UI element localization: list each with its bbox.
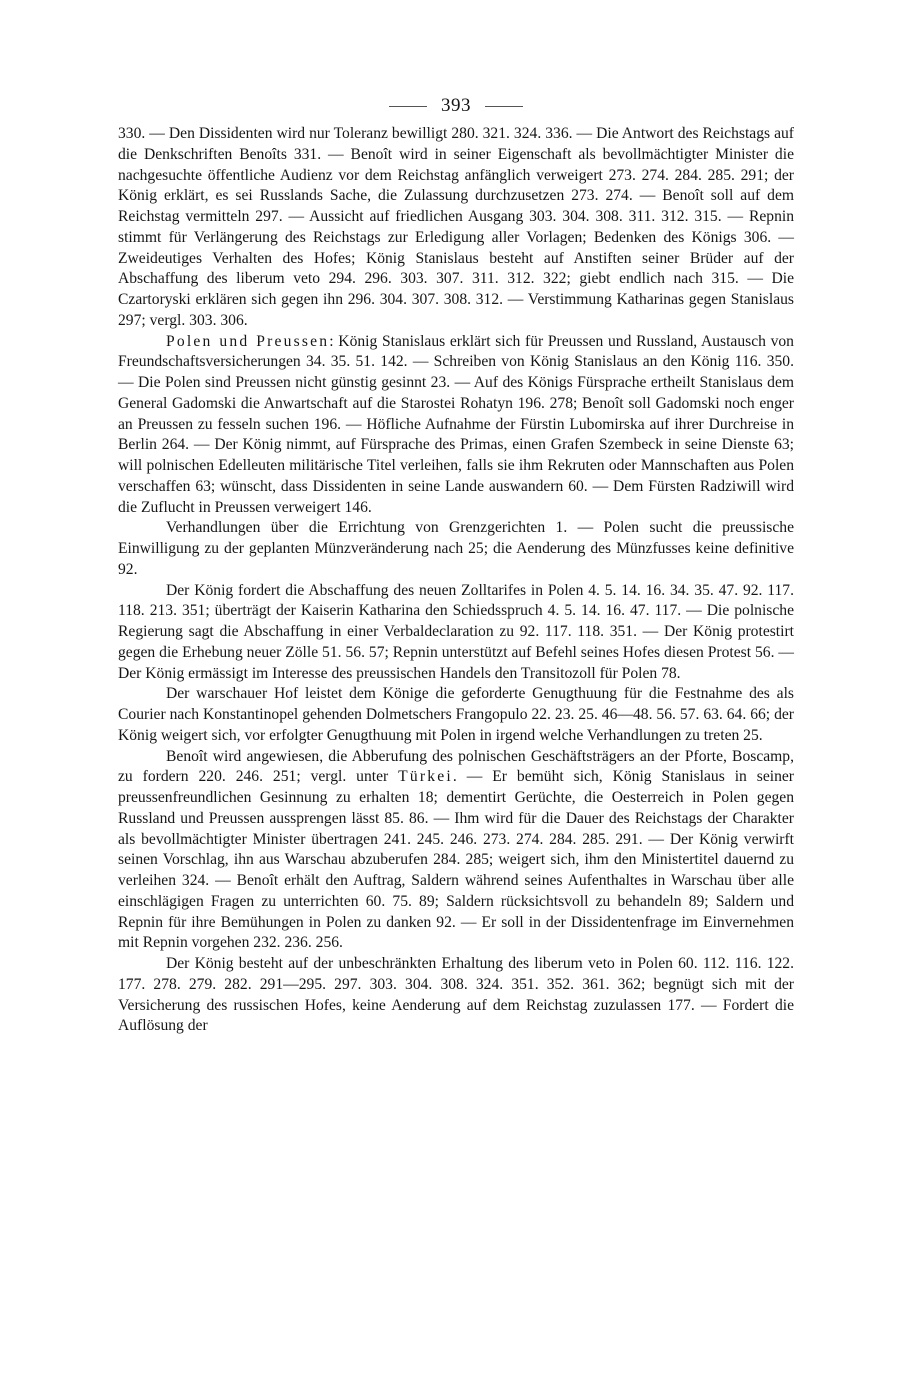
index-paragraph [118,518,794,580]
paragraph-text: Der König besteht auf der unbeschränkten Erhaltung des liberum veto in Polen 60. 112. 116. 122. 177. 278. 279. 282. 291—295. 297. 303. 304. 308. 324. 351. 352. 361. 362; begnügt sich mit der Versicherung des russischen Hofes, keine Aenderung auf dem Reichstag zuzulassen 177. — Fordert die Auflösung der [118,955,794,1035]
index-paragraph [118,684,794,746]
body-text [118,124,794,1037]
paragraph-text: Verhandlungen über die Errichtung von Grenzgerichten 1. — Polen sucht die preussische Einwilligung zu der geplanten Münzveränderung nach 25; die Aenderung des Münzfusses keine definitive 92. [118,519,794,578]
index-paragraph [118,581,794,685]
index-paragraph [118,747,794,955]
header-rule-left [389,106,427,107]
paragraph-text: Der König fordert die Abschaffung des neuen Zolltarifes in Polen 4. 5. 14. 16. 34. 35. 47. 92. 117. 118. 213. 351; überträgt der Kaiserin Katharina den Schiedsspruch 4. 5. 14. 16. 47. 117. — Die polnische Regierung sagt die Abschaffung in einer Verbaldeclaration zu 92. 117. 118. 351. — Der König protestirt gegen die Erhebung neuer Zölle 51. 56. 57; Repnin unterstützt auf Befehl seines Hofes diesen Protest 56. — Der König ermässigt im Interesse des preussischen Handels den Transitozoll für Polen 78. [118,581,794,682]
spaced-heading-text: Polen und Preussen [166,332,330,350]
paragraph-text: 330. — Den Dissidenten wird nur Toleranz bewilligt 280. 321. 324. 336. — Die Antwort des Reichstags auf die Denkschriften Benoîts 331. — Benoît wird in seiner Eigenschaft als bevollmächtigter Minister die nachgesuchte öffentliche Audienz vor dem Reichstag anfänglich verweigert 273. 274. 284. 285. 291; der König erklärt, es sei Russlands Sache, die Zulassung durchzusetzen 273. 274. — Benoît soll auf dem Reichstag vermitteln 297. — Aussicht auf friedlichen Ausgang 303. 304. 308. 311. 312. 315. — Repnin stimmt für Verlängerung des Reichstags zur Erledigung aller Vorlagen; Bedenken des Königs 306. — Zweideutiges Verhalten des Hofes; König Stanislaus besteht auf Anstiften seiner Brüder auf der Abschaffung des liberum veto 294. 296. 303. 307. 311. 312. 322; giebt endlich nach 315. — Die Czartoryski erklären sich gegen ihn 296. 304. 307. 308. 312. — Verstimmung Katharinas gegen Stanislaus 297; vergl. 303. 306. [118,125,794,329]
page-header [118,88,794,124]
paragraph-text: Der warschauer Hof leistet dem Könige die geforderte Genugthuung für die Festnahme des als Courier nach Konstantinopel gehenden Dolmetschers Frangopulo 22. 23. 25. 46—48. 56. 57. 63. 64. 66; der König weigert sich, vor erfolgter Genugthuung mit Polen in irgend welche Verhandlungen zu treten 25. [118,685,794,744]
index-paragraph [118,124,794,332]
document-page [118,88,794,1037]
page-number: 393 [441,95,471,116]
index-paragraph [118,332,794,519]
paragraph-text: Benoît wird angewiesen, die Abberufung des polnischen Geschäftsträgers an der Pforte, Boscamp, zu fordern 220. 246. 251; vergl. unter [118,747,794,786]
index-paragraph [118,954,794,1037]
paragraph-text: : König Stanislaus erklärt sich für Preussen und Russland, Austausch von Freundschaftsversicherungen 34. 35. 51. 142. — Schreiben von König Stanislaus an den König 116. 350. — Die Polen sind Preussen nicht günstig gesinnt 23. — Auf des Königs Fürsprache ertheilt Stanislaus dem General Gadomski die Anwartschaft auf die Starostei Rohatyn 196. 278; Benoît soll Gadomski noch enger an Preussen zu fesseln suchen 196. — Höfliche Aufnahme der Fürstin Lubomirska auf ihrer Durchreise in Berlin 264. — Der König nimmt, auf Fürsprache des Primas, einen Grafen Szembeck in seine Dienste 63; will polnischen Edelleuten militärische Titel verleihen, falls sie ihm Rekruten oder Mannschaften aus Polen verschaffen 63; wünscht, dass Dissidenten in seine Lande auswandern 60. — Dem Fürsten Radziwill wird die Zuflucht in Preussen verweigert 146. [118,332,794,516]
header-rule-right [485,106,523,107]
spaced-heading-text: Türkei [398,768,453,786]
paragraph-text: . — Er bemüht sich, König Stanislaus in seiner preussenfreundlichen Gesinnung zu erhalten 18; dementirt Gerüchte, die Oesterreich in Polen gegen Russland und Preussen aussprengen lässt 85. 86. — Ihm wird für die Dauer des Reichstags der Charakter als bevollmächtigter Minister übertragen 241. 245. 246. 273. 274. 284. 285. 291. — Der König verwirft seinen Vorschlag, ihn aus Warschau abzuberufen 284. 285; weigert sich, ihm den Ministertitel dauernd zu verleihen 324. — Benoît erhält den Auftrag, Saldern während seines Aufenthaltes in Warschau über alle einschlägigen Fragen zu unterrichten 60. 75. 89; Saldern rücksichtsvoll zu behandeln 89; Saldern und Repnin für ihre Bemühungen in Polen zu danken 92. — Er soll in der Dissidentenfrage im Einvernehmen mit Repnin vorgehen 232. 236. 256. [118,768,794,952]
